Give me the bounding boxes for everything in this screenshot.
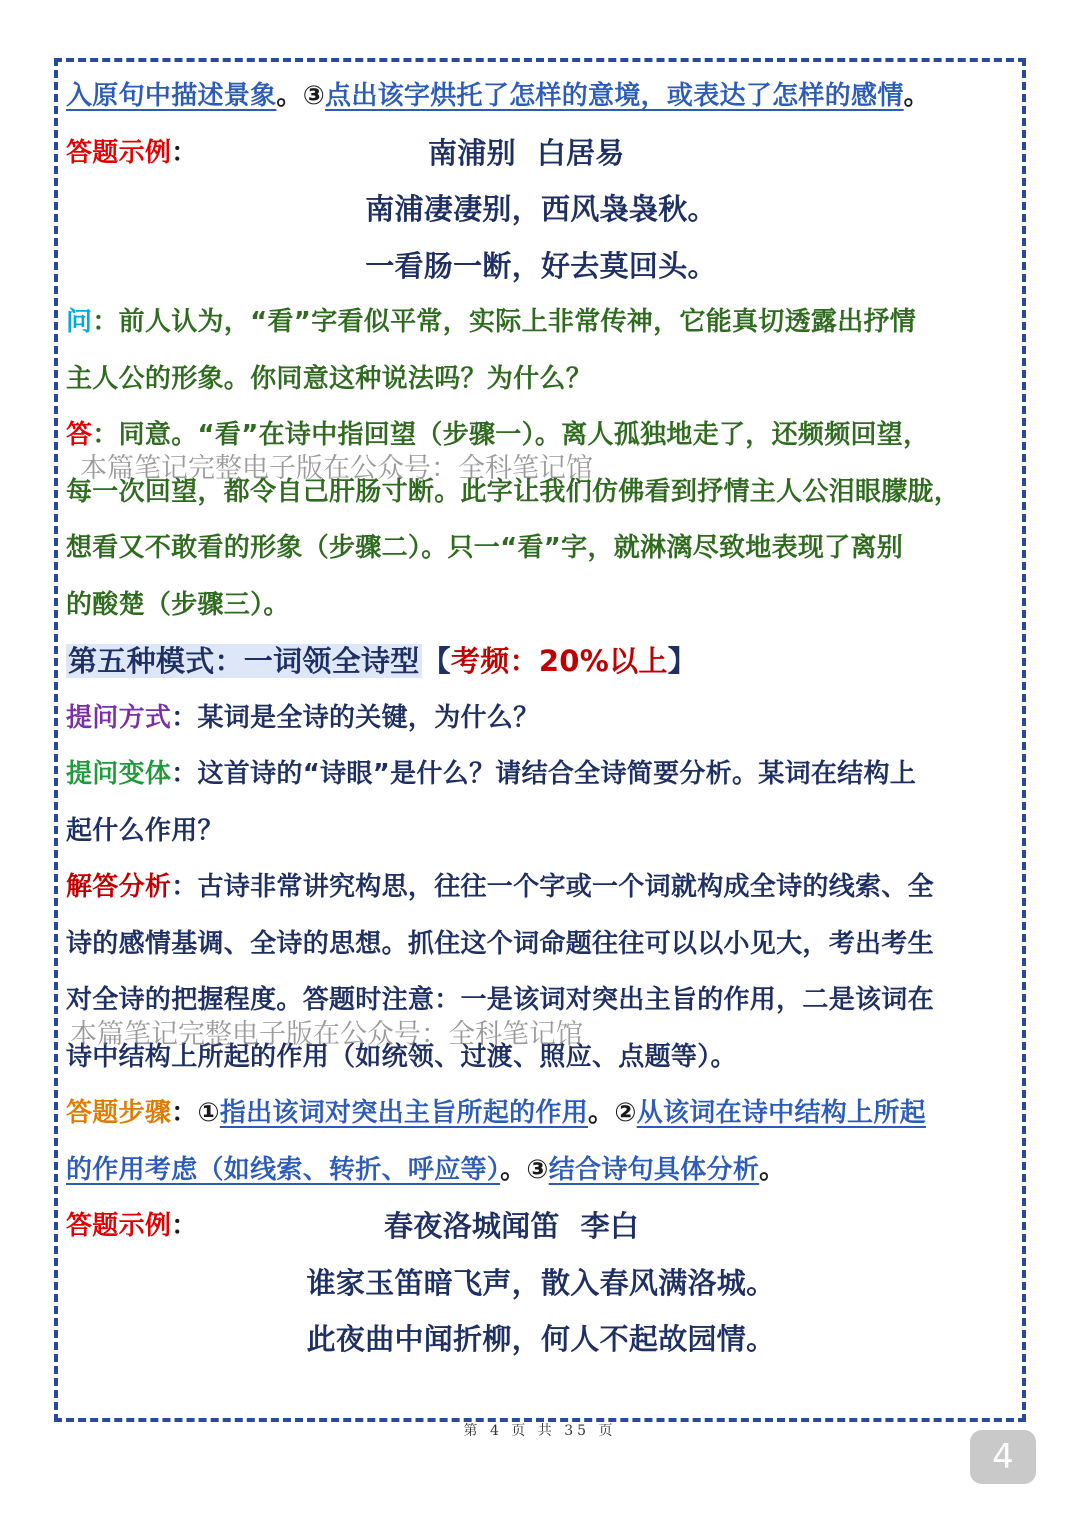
document-body (66, 68, 1016, 1368)
step-text: 指出该词对突出主旨所起的作用 (219, 1098, 589, 1128)
page-footer: 第 4 页 共 35 页 (463, 1423, 617, 1439)
question-label: 问 (66, 307, 93, 337)
poem-line: 一看肠一断，好去莫回头。 (365, 248, 717, 283)
answer-line: 的酸楚（步骤三）。 (66, 589, 290, 620)
example-label: 答题示例 (66, 137, 172, 168)
answer-text: ：同意。“看”在诗中指回望（步骤一）。离人孤独地走了，还频频回望， (92, 420, 930, 450)
punctuation: 。 (759, 1154, 786, 1185)
method-label: 提问方式 (66, 702, 172, 733)
answer-line: 每一次回望，都令自己肝肠寸断。此字让我们仿佛看到抒情主人公泪眼朦胧， (66, 476, 961, 507)
step-text: 点出该字烘托了怎样的意境，或表达了怎样的感情 (325, 81, 904, 111)
colon: ： (171, 137, 198, 168)
poem-line: 此夜曲中闻折柳，何人不起故园情。 (306, 1322, 776, 1356)
step-marker: 。③ (276, 81, 326, 111)
example-label: 答题示例 (66, 1211, 172, 1241)
method-line (66, 690, 1016, 747)
analysis-line (66, 859, 1016, 916)
answer-line: 想看又不敢看的形象（步骤二）。只一“看”字，就淋漓尽致地表现了离别 (66, 533, 904, 563)
variant-label: 提问变体 (66, 759, 172, 789)
variant-text: ：这首诗的“诗眼”是什么？请结合全诗简要分析。某词在结构上 (171, 759, 917, 789)
bracket: 【 (421, 644, 451, 678)
poem-line: 谁家玉笛暗飞声，散入春风满洛城。 (306, 1265, 776, 1300)
analysis-text: ：古诗非常讲究构思，往往一个字或一个词就构成全诗的线索、全 (171, 872, 934, 902)
step-text: 的作用考虑（如线索、转折、呼应等） (66, 1154, 501, 1185)
question-line (66, 294, 1016, 351)
step-text: 结合诗句具体分析 (548, 1154, 760, 1185)
analysis-label: 解答分析 (66, 872, 172, 902)
punctuation: 。 (903, 81, 930, 111)
page-number-badge: 4 (970, 1430, 1036, 1484)
answer-label: 答 (66, 420, 93, 450)
question-text: ：前人认为，“看”字看似平常，实际上非常传神，它能真切透露出抒情 (92, 307, 917, 337)
step-marker: ：① (171, 1098, 220, 1128)
step-marker: 。③ (500, 1154, 549, 1185)
watermark-text: 本篇笔记完整电子版在公众号：全科笔记馆 (80, 453, 593, 484)
step-marker: 。② (588, 1098, 637, 1128)
analysis-line: 诗的感情基调、全诗的思想。抓住这个词命题往往可以以小见大，考出考生 (66, 928, 934, 959)
variant-line (66, 746, 1016, 803)
method-text: ：某词是全诗的关键，为什么？ (171, 702, 540, 733)
section-heading (66, 633, 1016, 690)
example-line (66, 1198, 1016, 1255)
variant-line: 起什么作用？ (66, 815, 224, 846)
steps-line (66, 1085, 1016, 1142)
steps-label: 答题步骤 (66, 1098, 172, 1128)
question-line: 主人公的形象。你同意这种说法吗？为什么？ (66, 363, 593, 394)
watermark-text: 本篇笔记完整电子版在公众号：全科笔记馆 (70, 1019, 583, 1050)
mode-title: 第五种模式：一词领全诗型 (68, 644, 420, 678)
example-line (66, 125, 1016, 182)
step-text: 从该词在诗中结构上所起 (636, 1098, 926, 1128)
analysis-line: 诗中结构上所起的作用（如统领、过渡、照应、点题等）。 (66, 1041, 737, 1072)
poem-title: 南浦别 白居易 (428, 135, 625, 170)
answer-line (66, 407, 1016, 464)
frequency: 考频：20%以上 (450, 644, 668, 678)
poem-line: 南浦凄凄别，西风袅袅秋。 (365, 192, 717, 226)
steps-line (66, 1142, 1016, 1199)
step-text: 入原句中描述景象 (66, 81, 277, 111)
colon: ： (171, 1211, 198, 1241)
analysis-line: 对全诗的把握程度。答题时注意：一是该词对突出主旨的作用，二是该词在 (66, 985, 934, 1015)
poem-title: 春夜洛城闻笛 李白 (384, 1209, 640, 1243)
line-1 (66, 68, 1016, 125)
bracket: 】 (667, 644, 698, 678)
